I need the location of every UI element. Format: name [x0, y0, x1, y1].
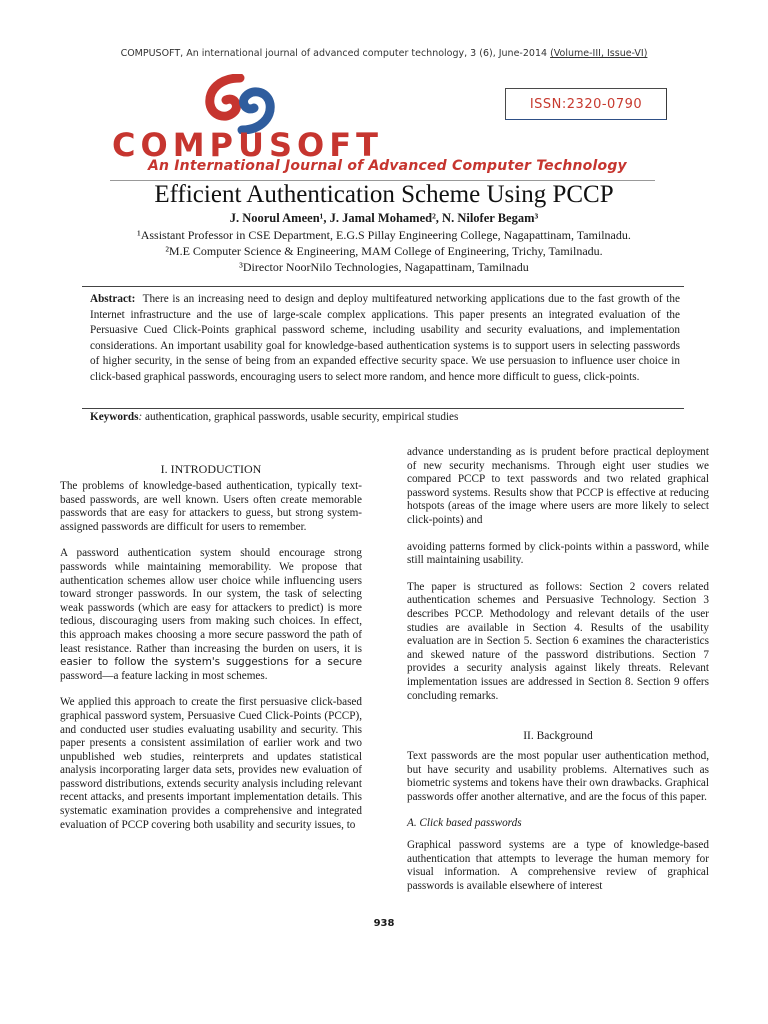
page-number: 938 — [373, 918, 395, 929]
click-based-paragraph: Graphical password systems are a type of knowledge-based authentication that attempts to leverage the human memory for visual information. A comprehensive review of graphical passwords is available elsewhere of interest — [407, 838, 709, 892]
intro-paragraph-2c: password—a feature lacking in most schemes. — [60, 669, 268, 682]
right-paragraph-3: The paper is structured as follows: Section 2 covers related authentication schemes and Persuasive Technology. Section 3 describes PCCP. Methodology and relevant details of the user studies are available in Section 4. Results of the usability evaluation are in Section 5. Section 6 examines the characteristics and skewed nature of the password distributions. Section 7 provides a security analysis against likely threats. Relevant implementation issues are addressed in Section 8. Section 9 offers concluding remarks. — [407, 580, 709, 702]
section-heading-introduction: I. INTRODUCTION — [160, 462, 262, 476]
affiliation-3: ³Director NoorNilo Technologies, Nagapattinam, Tamilnadu — [239, 260, 529, 274]
paper-title: Efficient Authentication Scheme Using PCCP — [154, 181, 614, 208]
section-heading-background: II. Background — [523, 730, 593, 742]
abstract — [90, 292, 680, 385]
affiliation-2: ²M.E Computer Science & Engineering, MAM College of Engineering, Trichy, Tamilnadu. — [165, 244, 603, 258]
left-column — [60, 480, 362, 845]
intro-paragraph-2a: A password authentication system should encourage strong passwords while maintaining memorability. We propose that authentication schemes allow user choice while influencing users toward stronger passwords. In our system, the task of selecting weak passwords (which are easy for attackers to predict) is more tedious, discouraging users from making such choices. In effect, this approach makes choosing a more secure password the path of least resistance. Rather than increasing the burden on users, it is — [60, 547, 362, 655]
paper-authors: J. Noorul Ameen¹, J. Jamal Mohamed², N. Nilofer Begam³ — [229, 211, 539, 225]
volume-issue: (Volume-III, Issue-VI) — [550, 48, 648, 59]
keywords-label: Keywords — [90, 411, 139, 423]
journal-tagline: An International Journal of Advanced Computer Technology — [148, 158, 627, 174]
background-paragraph: Text passwords are the most popular user authentication method, but have security and usability problems. Alternatives such as biometric systems and tokens have their own drawbacks. Graphical passwords offer another alternative, and are the focus of this paper. — [407, 750, 709, 803]
issn-badge: ISSN:2320-0790 — [505, 88, 667, 120]
abstract-text: There is an increasing need to design and deploy multifeatured networking applications due to the fast growth of the Internet infrastructure and the use of large-scale complex applications. This paper presents an integrated evaluation of the Persuasive Cued Click-Points graphical password scheme, including usability and security evaluations, and implementation considerations. An important usability goal for knowledge-based authentication systems is to support users in selecting passwords of higher security, in the sense of being from an expanded effective security space. We use persuasion to influence user choice in click-based graphical passwords, encouraging users to select more random, and hence more difficult to guess, click-points. — [90, 293, 680, 383]
right-paragraph-2: avoiding patterns formed by click-points within a password, while still maintaining usability. — [407, 540, 709, 567]
intro-paragraph-2b: easier to follow the system's suggestions for a secure — [60, 656, 362, 669]
keywords-text: authentication, graphical passwords, usable security, empirical studies — [142, 411, 459, 423]
intro-paragraph-1: The problems of knowledge-based authentication, typically text-based passwords, are well known. Users often create memorable passwords that are easy for attackers to guess, but strong system-assigned passwords are difficult for users to remember. — [60, 480, 362, 533]
journal-citation: COMPUSOFT, An international journal of advanced computer technology, 3 (6), June-2014 — [120, 48, 548, 59]
right-paragraph-1: advance understanding as is prudent before practical deployment of new security mechanisms. Through eight user studies we compared PCCP to text passwords and two related graphical password systems. Results show that PCCP is effective at reducing hotspots (areas of the image where users are more likely to select click-points) and — [407, 446, 709, 526]
abstract-label: Abstract: — [90, 293, 136, 305]
logo-swirl-icon — [200, 74, 280, 134]
keywords — [90, 411, 680, 423]
subsection-heading-click-based: A. Click based passwords — [407, 817, 522, 830]
intro-paragraph-2 — [60, 547, 362, 683]
journal-citation-line — [0, 48, 768, 59]
logo-wordmark: COMPUSOFT — [112, 126, 383, 164]
background-section — [407, 750, 709, 906]
right-column — [407, 446, 709, 716]
intro-paragraph-3: We applied this approach to create the first persuasive click-based graphical password system, Persuasive Cued Click-Points (PCCP), and conducted user studies evaluating usability and security. This paper presents a consistent assimilation of earlier work and two unpublished web studies, reinterprets and updates statistical analysis incorporating larger data sets, provides new evaluation of password distributions, extends security analysis including relevant recent attacks, and presents important implementation details. This systematic examination provides a comprehensive and integrated evaluation of PCCP covering both usability and security issues, to — [60, 696, 362, 831]
keywords-colon: : — [138, 411, 143, 423]
affiliation-1: ¹Assistant Professor in CSE Department, E.G.S Pillay Engineering College, Nagapattinam, Tamilnadu. — [137, 228, 631, 242]
